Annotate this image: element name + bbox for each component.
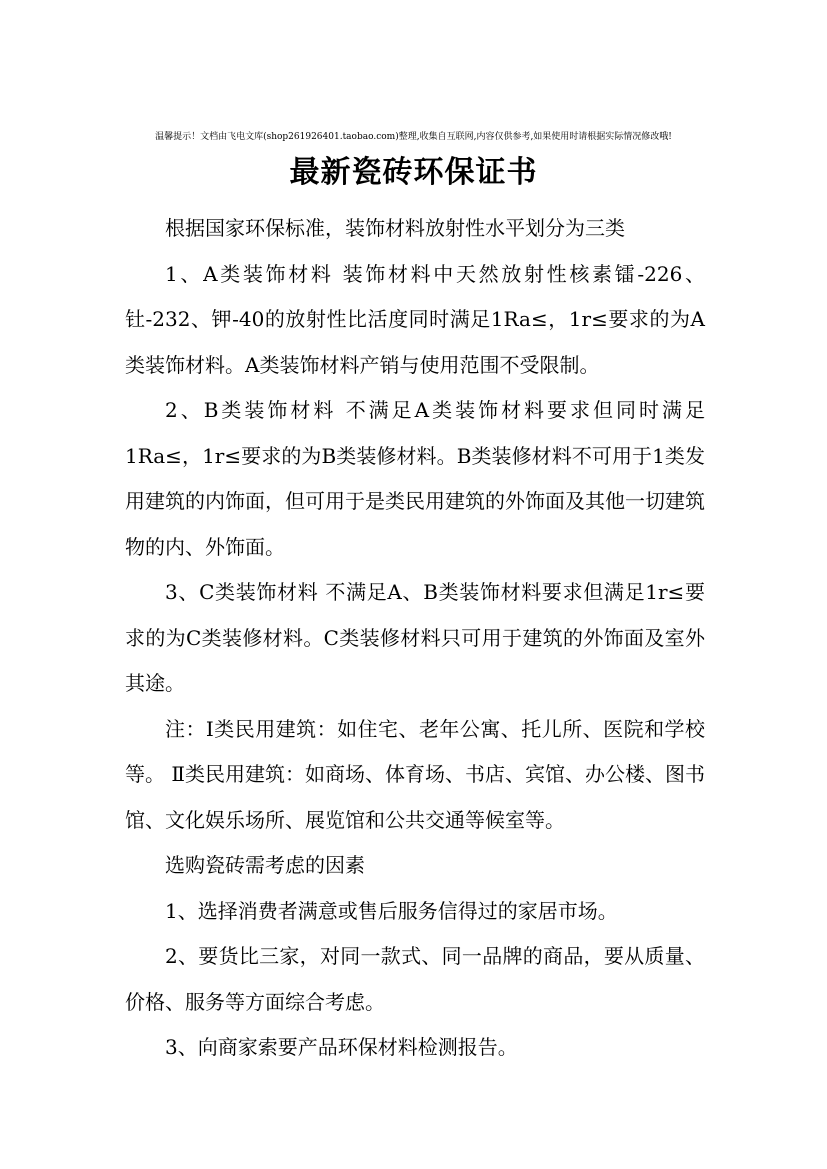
document-notice: 温馨提示！文档由飞电文库(shop261926401.taobao.com)整理,收集自互联网,内容仅供参考,如果使用时请根据实际情况修改哦! [155,132,672,142]
paragraph-tip-2: 2、要货比三家，对同一款式、同一品牌的商品，要从质量、价格、服务等方面综合考虑。 [125,944,705,1014]
document-body [125,206,705,1071]
paragraph-class-c: 3、C类装饰材料 不满足A、B类装饰材料要求但满足1r≤要求的为C类装修材料。C类装修材料只可用于建筑的外饰面及室外其途。 [125,580,705,695]
section-heading-selection: 选购瓷砖需考虑的因素 [165,853,365,877]
document-title: 最新瓷砖环保证书 [289,155,538,190]
paragraph-class-a: 1、A类装饰材料 装饰材料中天然放射性核素镭-226、钍-232、钾-40的放射性比活度同时满足1Ra≤，1r≤要求的为A类装饰材料。A类装饰材料产销与使用范围不受限制。 [125,261,705,377]
paragraph-tip-3: 3、向商家索要产品环保材料检测报告。 [165,1035,518,1059]
paragraph-intro: 根据国家环保标准，装饰材料放射性水平划分为三类 [165,216,625,240]
paragraph-tip-1: 1、选择消费者满意或售后服务信得过的家居市场。 [165,898,618,923]
paragraph-note: 注：Ⅰ类民用建筑：如住宅、老年公寓、托儿所、医院和学校等。 Ⅱ类民用建筑：如商场、体育场、书店、宾馆、办公楼、图书馆、文化娱乐场所、展览馆和公共交通等候室等。 [125,716,705,832]
paragraph-class-b: 2、B类装饰材料 不满足A类装饰材料要求但同时满足1Ra≤，1r≤要求的为B类装修材料。B类装修材料不可用于1类发用建筑的内饰面，但可用于是类民用建筑的外饰面及其他一切建筑物的内、外饰面。 [125,398,705,559]
